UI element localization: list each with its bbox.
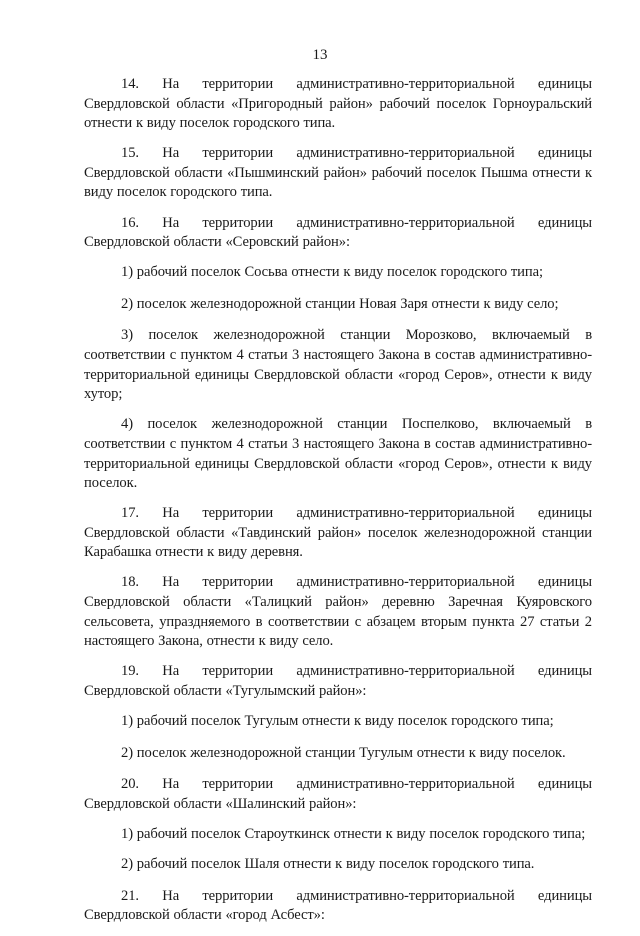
document-body: [84, 75, 592, 936]
paragraph-19-item-1: 1) рабочий поселок Тугулым отнести к виду поселок городского типа;: [121, 713, 554, 730]
paragraph-17: 17. На территории административно-территориальной единицы Свердловской области «Тавдинский район» поселок железнодорожной станции Карабашка отнести к виду деревня.: [84, 505, 592, 561]
paragraph-20-item-1: 1) рабочий поселок Староуткинск отнести к виду поселок городского типа;: [121, 825, 586, 842]
page-number: 13: [312, 47, 328, 63]
paragraph-20-item-2: 2) рабочий поселок Шаля отнести к виду поселок городского типа.: [121, 856, 535, 872]
paragraph-19: 19. На территории административно-территориальной единицы Свердловской области «Тугулымский район»:: [84, 663, 592, 699]
paragraph-21: 21. На территории административно-территориальной единицы Свердловской области «город Асбест»:: [84, 887, 592, 924]
paragraph-16: 16. На территории административно-территориальной единицы Свердловской области «Серовский район»:: [84, 214, 592, 251]
paragraph-14: 14. На территории административно-территориальной единицы Свердловской области «Пригородный район» рабочий поселок Горноуральский отнести к виду поселок городского типа.: [84, 76, 592, 132]
paragraph-16-item-1: 1) рабочий поселок Сосьва отнести к виду поселок городского типа;: [121, 264, 543, 281]
paragraph-15: 15. На территории административно-территориальной единицы Свердловской области «Пышминский район» рабочий поселок Пышма отнести к виду поселок городского типа.: [84, 145, 592, 201]
paragraph-16-item-3: 3) поселок железнодорожной станции Морозково, включаемый в соответствии с пунктом 4 статьи 3 настоящего Закона в состав административно-территориальной единицы Свердловской области «город Серов», отнести к виду хутор;: [84, 327, 592, 403]
paragraph-16-item-2: 2) поселок железнодорожной станции Новая Заря отнести к виду село;: [121, 295, 559, 312]
paragraph-18: 18. На территории административно-территориальной единицы Свердловской области «Талицкий район» деревню Заречная Куяровского сельсовета, упраздняемого в соответствии с абзацем вторым пункта 27 статьи 2 настоящего Закона, отнести к виду село.: [84, 574, 592, 650]
paragraph-19-item-2: 2) поселок железнодорожной станции Тугулым отнести к виду поселок.: [121, 744, 566, 761]
paragraph-20: 20. На территории административно-территориальной единицы Свердловской области «Шалинский район»:: [84, 776, 592, 812]
paragraph-16-item-4: 4) поселок железнодорожной станции Поспелково, включаемый в соответствии с пунктом 4 статьи 3 настоящего Закона в состав административно-территориальной единицы Свердловской области «город Серов», отнести к виду поселок.: [84, 416, 592, 492]
